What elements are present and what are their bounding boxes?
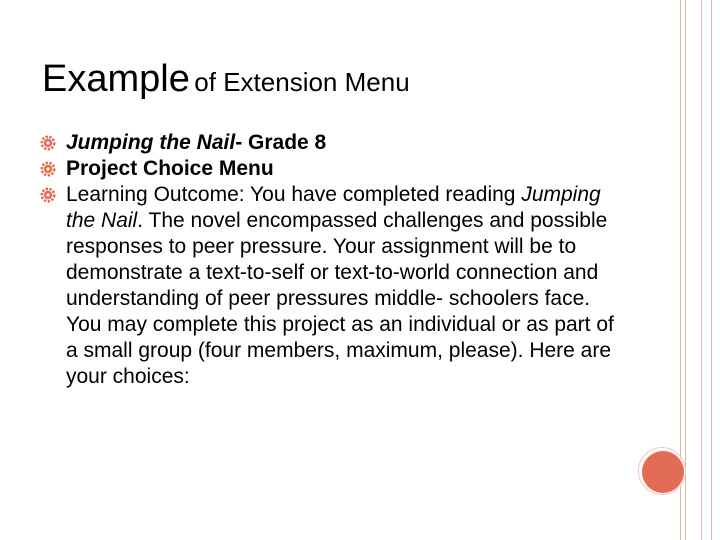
bullet-2-text: Project Choice Menu [66, 157, 274, 180]
slide-title [42, 58, 410, 101]
bullet-3-italic: Jumping the Nail [66, 183, 601, 232]
bullet-list [40, 130, 630, 390]
bullet-1-italic: Jumping the Nail [66, 131, 236, 154]
title-main: Example [42, 58, 190, 100]
bullet-1-rest: - Grade 8 [235, 131, 327, 154]
bullet-3-lead: Learning Outcome: You have completed reading [66, 183, 516, 206]
bullet-3-tail: . The novel encompassed challenges and possible responses to peer pressure. Your assignment will be to demonstrate a text-to-self or text-to-world connection and understanding of peer pressures middle- schoolers face. You may complete this project as an individual or as part of a small group (four members, maximum, please). Here are your choices: [66, 209, 614, 388]
bullet-item [40, 156, 630, 182]
gear-icon [40, 187, 56, 203]
bullet-item [40, 130, 630, 156]
decorative-line [685, 0, 686, 540]
bullet-item [40, 182, 630, 390]
gear-icon [40, 161, 56, 177]
gear-icon [40, 135, 56, 151]
decorative-line [711, 0, 712, 540]
decorative-line [701, 0, 702, 540]
decorative-circle [641, 450, 685, 494]
title-rest: of Extension Menu [194, 67, 410, 97]
